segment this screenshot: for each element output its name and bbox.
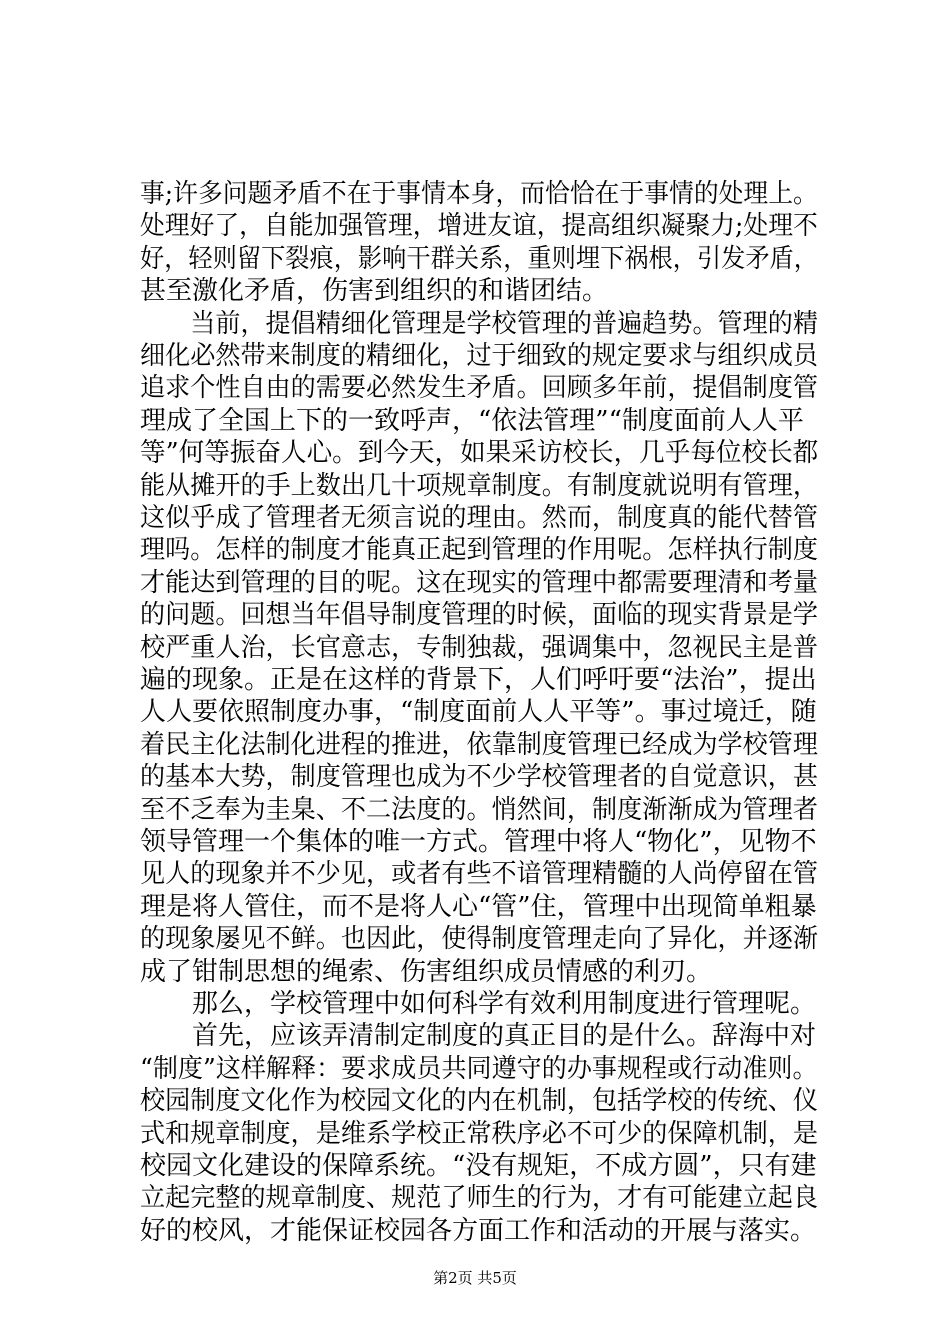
text-line: 好的校风，才能保证校园各方面工作和活动的开展与落实。 — [140, 1215, 817, 1246]
text-line: 细化必然带来制度的精细化，过于细致的规定要求与组织成员 — [140, 341, 819, 371]
text-line: 校园文化建设的保障系统。“没有规矩，不成方圆”，只有建 — [140, 1151, 817, 1181]
text-line: 至不乏奉为圭臬、不二法度的。悄然间，制度渐渐成为管理者 — [140, 794, 819, 825]
text-line: 理吗。怎样的制度才能真正起到管理的作用呢。怎样执行制度 — [140, 535, 819, 566]
text-line: 这似乎成了管理者无须言说的理由。然而，制度真的能代替管 — [140, 503, 819, 533]
text-line: 追求个性自由的需要必然发生矛盾。回顾多年前，提倡制度管 — [140, 373, 819, 404]
text-line: 事;许多问题矛盾不在于事情本身，而恰恰在于事情的处理上。 — [140, 179, 818, 209]
text-line: 遍的现象。正是在这样的背景下，人们呼吁要“法治”，提出 — [140, 665, 817, 695]
text-line: 领导管理一个集体的唯一方式。管理中将人“物化”，见物不 — [140, 827, 817, 857]
text-line: 见人的现象并不少见，或者有些不谙管理精髓的人尚停留在管 — [140, 859, 819, 890]
text-line: 校严重人治，长官意志，专制独裁，强调集中，忽视民主是普 — [140, 632, 819, 663]
text-line: 的问题。回想当年倡导制度管理的时候，面临的现实背景是学 — [140, 600, 819, 631]
text-line: “制度”这样解释：要求成员共同遵守的办事规程或行动准则。 — [140, 1053, 818, 1084]
text-line: 的现象屡见不鲜。也因此，使得制度管理走向了异化，并逐渐 — [140, 924, 819, 955]
text-line: 校园制度文化作为校园文化的内在机制，包括学校的传统、仪 — [140, 1086, 819, 1117]
text-line: 理成了全国上下的一致呼声，“依法管理”“制度面前人人平 — [140, 405, 804, 436]
text-line: 那么，学校管理中如何科学有效利用制度进行管理呢。 — [140, 989, 817, 1019]
text-line: 式和规章制度，是维系学校正常秩序必不可少的保障机制，是 — [140, 1118, 819, 1149]
text-line: 首先，应该弄清制定制度的真正目的是什么。辞海中对 — [140, 1021, 817, 1052]
text-line: 人人要依照制度办事，“制度面前人人平等”。事过境迁，随 — [140, 697, 817, 728]
text-line: 的基本大势，制度管理也成为不少学校管理者的自觉意识，甚 — [140, 762, 819, 793]
text-line: 甚至激化矛盾，伤害到组织的和谐团结。 — [140, 276, 609, 307]
text-line: 着民主化法制化进程的推进，依靠制度管理已经成为学校管理 — [140, 729, 819, 760]
text-line: 成了钳制思想的绳索、伤害组织成员情感的利刃。 — [140, 956, 713, 987]
text-line: 立起完整的规章制度、规范了师生的行为，才有可能建立起良 — [140, 1183, 819, 1214]
text-line: 等”何等振奋人心。到今天，如果采访校长，几乎每位校长都 — [140, 438, 819, 469]
page-number-footer: 第2页 共5页 — [433, 1269, 517, 1287]
text-line: 才能达到管理的目的呢。这在现实的管理中都需要理清和考量 — [140, 567, 819, 598]
text-line: 好，轻则留下裂痕，影响干群关系，重则埋下祸根，引发矛盾， — [140, 243, 819, 274]
text-line: 理是将人管住，而不是将人心“管”住，管理中出现简单粗暴 — [140, 891, 817, 922]
text-line: 处理好了，自能加强管理，增进友谊，提高组织凝聚力;处理不 — [140, 211, 818, 242]
text-line: 能从摊开的手上数出几十项规章制度。有制度就说明有管理， — [140, 470, 819, 501]
text-line: 当前，提倡精细化管理是学校管理的普遍趋势。管理的精 — [140, 308, 819, 339]
